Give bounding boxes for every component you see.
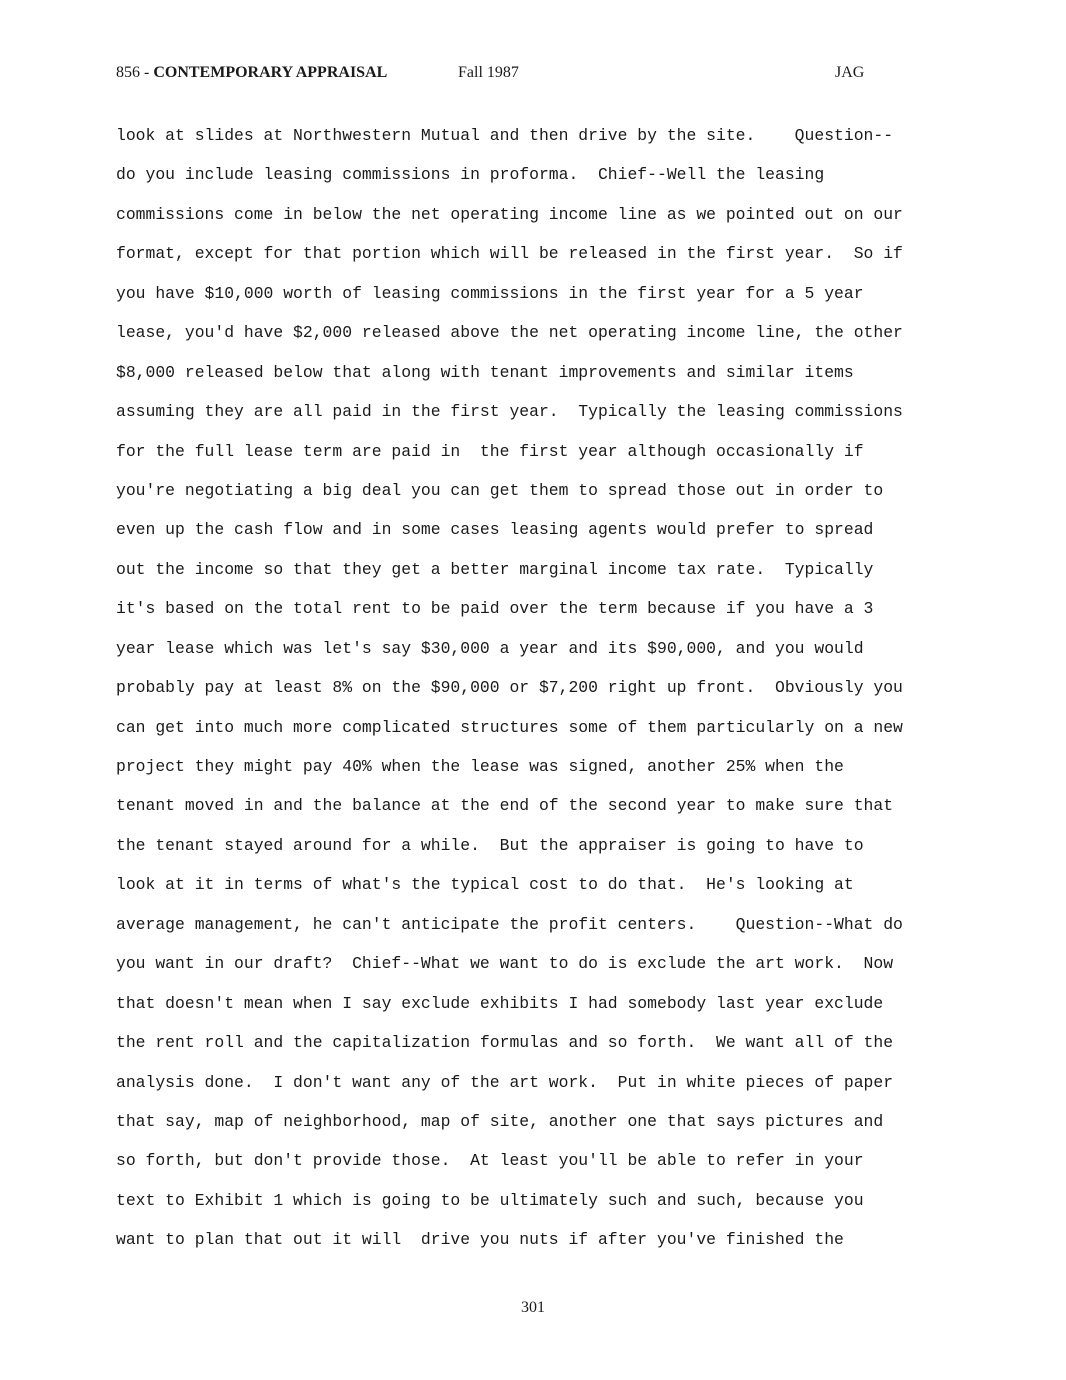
text-line: it's based on the total rent to be paid over the term because if you have a 3: [116, 599, 874, 619]
course-title: CONTEMPORARY APPRAISAL: [153, 64, 388, 81]
text-line: that say, map of neighborhood, map of site, another one that says pictures and: [116, 1111, 884, 1131]
text-line: the tenant stayed around for a while. But the appraiser is going to have to: [116, 835, 864, 855]
text-line: text to Exhibit 1 which is going to be ultimately such and such, because you: [116, 1190, 864, 1210]
course-heading: [116, 62, 387, 84]
text-line: you want in our draft? Chief--What we want to do is exclude the art work. Now: [116, 954, 894, 974]
page-number: 301: [521, 1299, 545, 1316]
text-line: assuming they are all paid in the first year. Typically the leasing commissions: [116, 402, 903, 422]
text-line: format, except for that portion which will be released in the first year. So if: [116, 244, 903, 264]
page-header: [116, 62, 876, 84]
text-line: want to plan that out it will drive you nuts if after you've finished the: [116, 1230, 844, 1250]
text-line: probably pay at least 8% on the $90,000 or $7,200 right up front. Obviously you: [116, 678, 903, 698]
text-line: out the income so that they get a better marginal income tax rate. Typically: [116, 559, 874, 579]
text-line: so forth, but don't provide those. At least you'll be able to refer in your: [116, 1151, 864, 1171]
text-line: year lease which was let's say $30,000 a year and its $90,000, and you would: [116, 638, 864, 658]
text-line: even up the cash flow and in some cases leasing agents would prefer to spread: [116, 520, 874, 540]
text-line: that doesn't mean when I say exclude exhibits I had somebody last year exclude: [116, 993, 884, 1013]
text-line: look at slides at Northwestern Mutual and then drive by the site. Question--: [116, 126, 894, 145]
text-line: project they might pay 40% when the lease was signed, another 25% when the: [116, 757, 844, 776]
text-line: lease, you'd have $2,000 released above the net operating income line, the other: [116, 323, 903, 343]
text-line: $8,000 released below that along with tenant improvements and similar items: [116, 362, 854, 382]
text-line: the rent roll and the capitalization formulas and so forth. We want all of the: [116, 1033, 894, 1053]
text-line: look at it in terms of what's the typical cost to do that. He's looking at: [116, 875, 854, 895]
term-label: Fall 1987: [458, 64, 519, 81]
author-initials: JAG: [835, 64, 865, 81]
text-line: commissions come in below the net operating income line as we pointed out on our: [116, 204, 903, 224]
text-line: tenant moved in and the balance at the end of the second year to make sure that: [116, 796, 894, 816]
course-number: 856 -: [116, 64, 154, 81]
text-line: average management, he can't anticipate the profit centers. Question--What do: [116, 914, 903, 934]
text-line: you're negotiating a big deal you can get them to spread those out in order to: [116, 480, 884, 500]
text-line: you have $10,000 worth of leasing commissions in the first year for a 5 year: [116, 283, 864, 303]
text-line: analysis done. I don't want any of the art work. Put in white pieces of paper: [116, 1072, 894, 1092]
transcript-body: [116, 116, 956, 1260]
text-line: do you include leasing commissions in proforma. Chief--Well the leasing: [116, 165, 825, 185]
text-line: can get into much more complicated structures some of them particularly on a new: [116, 717, 903, 737]
text-line: for the full lease term are paid in the first year although occasionally if: [116, 441, 864, 461]
